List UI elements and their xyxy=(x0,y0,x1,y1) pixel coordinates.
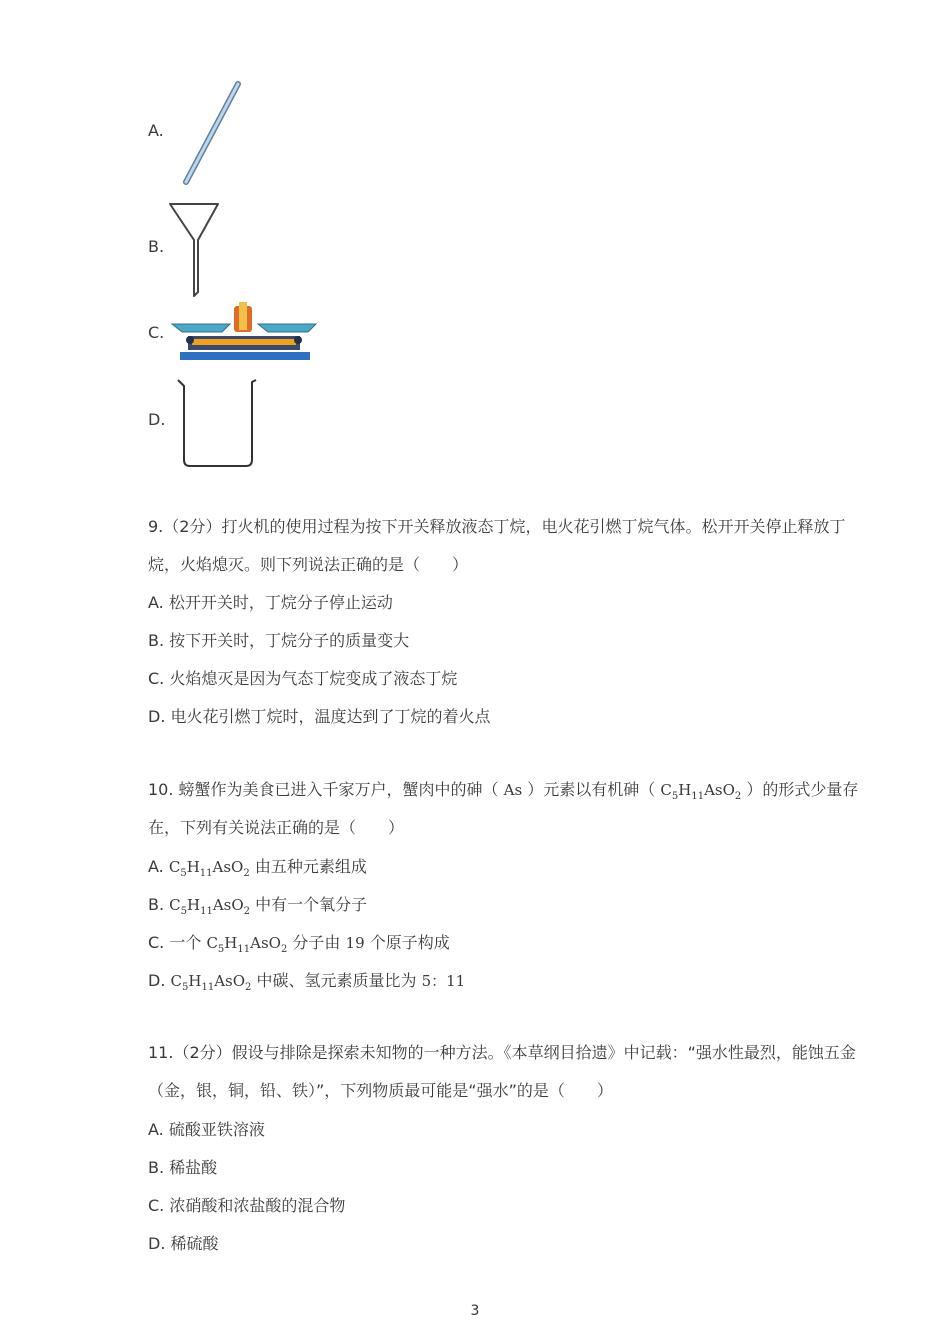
chemical-formula: $C_5H_{11}AsO_2$ xyxy=(206,934,288,955)
question-stem-line: 9.（2分）打火机的使用过程为按下开关释放液态丁烷，电火花引燃丁烷气体。松开开关停止释放丁 xyxy=(148,517,846,536)
option-letter: A. xyxy=(148,121,164,140)
text-segment: 10. 螃蟹作为美食已进入千家万户，蟹肉中的砷（ xyxy=(148,780,499,799)
chemical-formula: $C_5H_{11}AsO_2$ xyxy=(168,858,250,879)
text-segment: ）的形式少量存 xyxy=(746,780,859,799)
answer-option: A. $C_5H_{11}AsO_2$ 由五种元素组成 xyxy=(148,857,367,879)
page-number: 3 xyxy=(470,1303,480,1319)
option-letter: C. xyxy=(148,323,165,342)
question-stem-line: 烷，火焰熄灭。则下列说法正确的是（ ） xyxy=(148,555,469,574)
question-stem-line: 在，下列有关说法正确的是（ ） xyxy=(148,818,405,837)
answer-option: D. 电火花引燃丁烷时，温度达到了丁烷的着火点 xyxy=(148,707,491,726)
chemical-formula: $C_5H_{11}AsO_2$ xyxy=(660,781,742,802)
chemical-formula: $C_5H_{11}AsO_2$ xyxy=(170,972,252,993)
question-stem-line: （金，银，铜，铅、铁）”，下列物质最可能是“强水”的是（ ） xyxy=(148,1081,613,1100)
answer-option: D. 稀硫酸 xyxy=(148,1234,219,1253)
answer-option: D. $C_5H_{11}AsO_2$ 中碳、氢元素质量比为 5：11 xyxy=(148,971,466,993)
option-letter: D. xyxy=(148,410,166,429)
balance-scale-icon xyxy=(170,300,320,364)
glass-rod-icon xyxy=(178,78,248,190)
question-stem-line: 11.（2分）假设与排除是探索未知物的一种方法。《本草纲目拾遗》中记载：“强水性最烈，能蚀五金 xyxy=(148,1043,856,1062)
beaker-icon xyxy=(174,376,260,470)
answer-option: B. 按下开关时，丁烷分子的质量变大 xyxy=(148,631,410,650)
answer-option: A. 硫酸亚铁溶液 xyxy=(148,1120,265,1139)
answer-option: B. $C_5H_{11}AsO_2$ 中有一个氧分子 xyxy=(148,895,368,917)
option-letter: B. xyxy=(148,237,165,256)
answer-option: C. 浓硝酸和浓盐酸的混合物 xyxy=(148,1196,346,1215)
chemical-formula: $C_5H_{11}AsO_2$ xyxy=(169,896,251,917)
answer-option: C. 一个 $C_5H_{11}AsO_2$ 分子由 19 个原子构成 xyxy=(148,933,450,955)
question-stem-line xyxy=(148,779,858,808)
answer-option: C. 火焰熄灭是因为气态丁烷变成了液态丁烷 xyxy=(148,669,458,688)
text-segment: ）元素以有机砷（ xyxy=(527,780,656,799)
answer-option: B. 稀盐酸 xyxy=(148,1158,218,1177)
funnel-icon xyxy=(166,200,222,300)
element-symbol: As xyxy=(503,781,523,799)
answer-option: A. 松开开关时，丁烷分子停止运动 xyxy=(148,593,393,612)
